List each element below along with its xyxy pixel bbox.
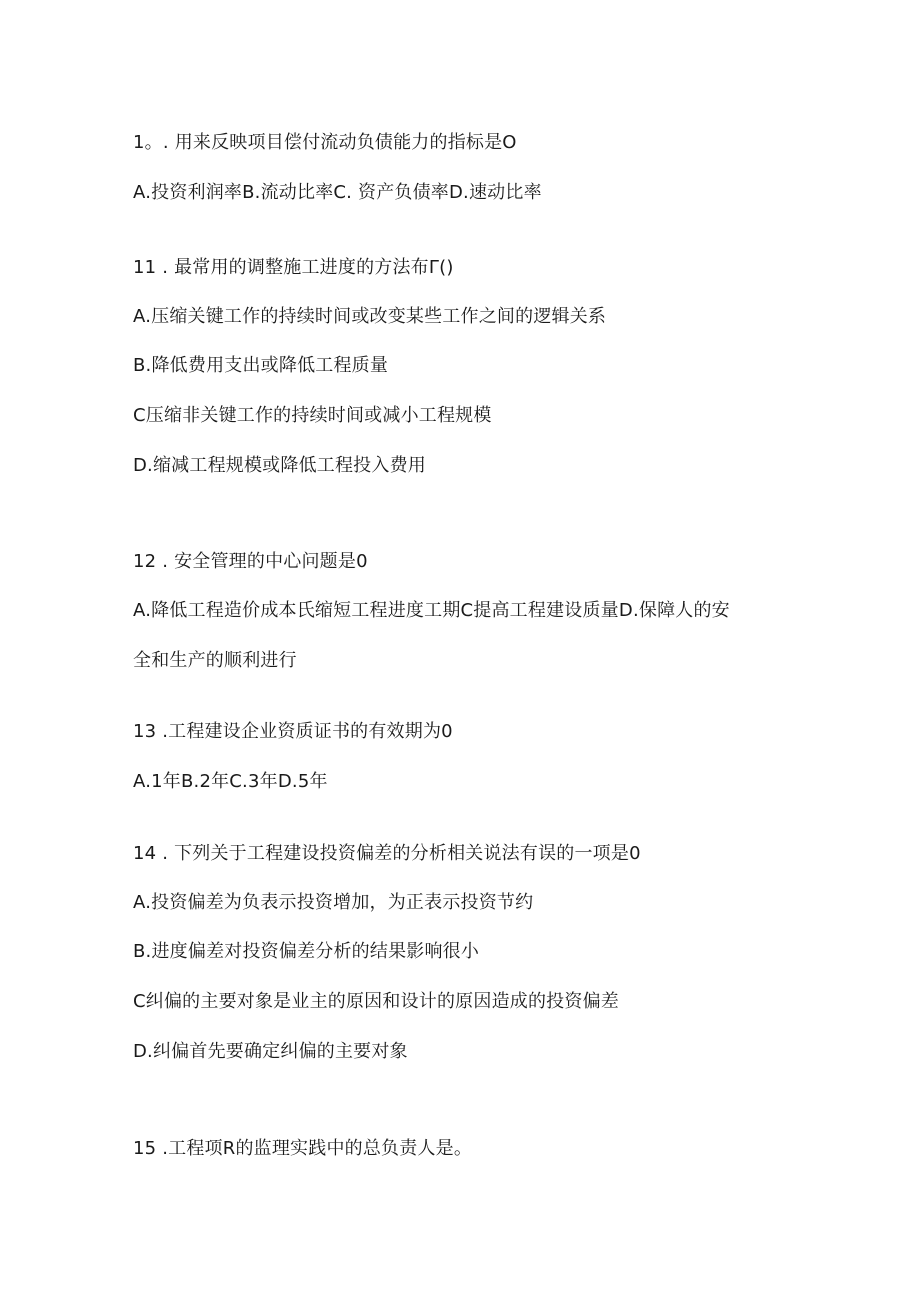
question-14-option-a: A.投资偏差为负表示投资增加，为正表示投资节约: [133, 892, 534, 913]
question-11-option-d: D.缩减工程规模或降低工程投入费用: [133, 455, 426, 476]
question-12-stem: 12 . 安全管理的中心问题是0: [133, 551, 368, 572]
question-12-options-line-1: A.降低工程造价成本氏缩短工程进度工期C提高工程建设质量D.保障人的安: [133, 600, 730, 621]
question-14-option-c: C纠偏的主要对象是业主的原因和设计的原因造成的投资偏差: [133, 991, 619, 1012]
question-11-option-b: B.降低费用支出或降低工程质量: [133, 355, 389, 376]
question-11-option-c: C压缩非关键工作的持续时间或减小工程规模: [133, 405, 492, 426]
question-14-option-b: B.进度偏差对投资偏差分析的结果影响很小: [133, 941, 480, 962]
question-14-option-d: D.纠偏首先要确定纠偏的主要对象: [133, 1041, 408, 1062]
question-15-stem: 15 .工程项R的监理实践中的总负责人是。: [133, 1138, 473, 1159]
question-13-stem: 13 .工程建设企业资质证书的有效期为0: [133, 721, 453, 742]
question-11-option-a: A.压缩关键工作的持续时间或改变某些工作之间的逻辑关系: [133, 306, 607, 327]
question-11-stem: 11 . 最常用的调整施工进度的方法布Γ(): [133, 257, 454, 278]
question-14-stem: 14 . 下列关于工程建设投资偏差的分析相关说法有误的一项是0: [133, 843, 641, 864]
question-13-options: A.1年B.2年C.3年D.5年: [133, 771, 328, 792]
question-1-stem: 1。. 用来反映项目偿付流动负债能力的指标是O: [133, 132, 517, 153]
question-12-options-line-2: 全和生产的顺利进行: [133, 650, 297, 671]
question-1-options: A.投资利润率B.流动比率C. 资产负债率D.速动比率: [133, 182, 542, 203]
